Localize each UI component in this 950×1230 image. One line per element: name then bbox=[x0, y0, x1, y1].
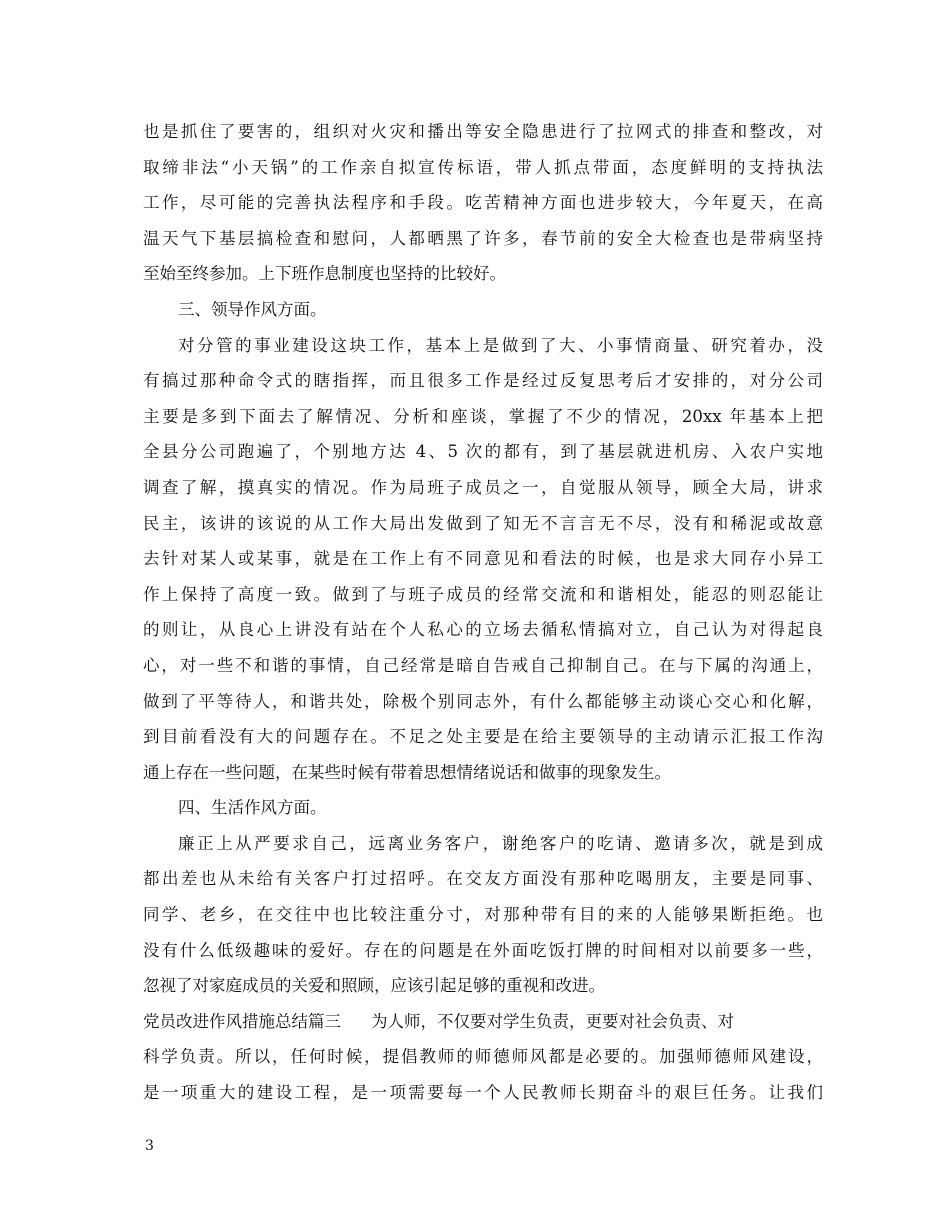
text-line: 去针对某人或某事，就是在工作上有不同意见和看法的时候，也是求大同存小异工 bbox=[143, 549, 823, 569]
text-line: 没有什么低级趣味的爱好。存在的问题是在外面吃饭打牌的时间相对以前要多一些， bbox=[143, 940, 823, 960]
text-line: 到目前看没有大的问题存在。不足之处主要是在给主要领导的主动请示汇报工作沟 bbox=[143, 727, 823, 747]
text-line: 做到了平等待人，和谐共处，除极个别同志外，有什么都能够主动谈心交心和化解， bbox=[143, 691, 823, 711]
text-line: 是一项重大的建设工程，是一项需要每一个人民教师长期奋斗的艰巨任务。让我们 bbox=[143, 1083, 823, 1103]
page-number: 3 bbox=[145, 1138, 154, 1154]
article-intro: 为人师，不仅要对学生负责，更要对社会负责、对 bbox=[371, 1011, 734, 1031]
text-line: 作上保持了高度一致。做到了与班子成员的经常交流和和谐相处，能忍的则忍能让 bbox=[143, 584, 823, 604]
text-line: 同学、老乡，在交往中也比较注重分寸，对那种带有目的来的人能够果断拒绝。也 bbox=[143, 905, 823, 925]
text-line: 调查了解，摸真实的情况。作为局班子成员之一，自觉服从领导，顾全大局，讲求 bbox=[143, 477, 823, 497]
text-line: 有搞过那种命令式的瞎指挥，而且很多工作是经过反复思考后才安排的，对分公司 bbox=[143, 371, 823, 391]
text-line: 全县分公司跑遍了，个别地方达 4、5 次的都有，到了基层就进机房、入农户实地 bbox=[143, 442, 823, 462]
text-line: 廉正上从严要求自己，远离业务客户，谢绝客户的吃请、邀请多次，就是到成 bbox=[178, 833, 823, 853]
section-heading-leadership: 三、领导作风方面。 bbox=[178, 299, 327, 319]
text-line: 主要是多到下面去了解情况、分析和座谈，掌握了不少的情况，20xx 年基本上把 bbox=[143, 406, 823, 426]
text-line: 都出差也从未给有关客户打过招呼。在交友方面没有那种吃喝朋友，主要是同事、 bbox=[143, 869, 823, 889]
body-text bbox=[143, 114, 823, 1111]
text-line: 对分管的事业建设这块工作，基本上是做到了大、小事情商量、研究着办，没 bbox=[178, 335, 823, 355]
text-line: 温天气下基层搞检查和慰问，人都晒黑了许多，春节前的安全大检查也是带病坚持 bbox=[143, 228, 823, 248]
text-line: 通上存在一些问题，在某些时候有带着思想情绪说话和做事的现象发生。 bbox=[143, 762, 671, 782]
text-line: 民主，该讲的该说的从工作大局出发做到了知无不言言无不尽，没有和稀泥或故意 bbox=[143, 513, 823, 533]
article-title-line bbox=[143, 1004, 823, 1040]
text-line: 忽视了对家庭成员的关爱和照顾，应该引起足够的重视和改进。 bbox=[143, 976, 605, 996]
text-line: 取缔非法“小天锅”的工作亲自拟宣传标语，带人抓点带面，态度鲜明的支持执法 bbox=[143, 157, 823, 177]
text-line: 也是抓住了要害的，组织对火灾和播出等安全隐患进行了拉网式的排查和整改，对 bbox=[143, 122, 823, 141]
text-line: 心，对一些不和谐的事情，自己经常是暗自告戒自己抑制自己。在与下属的沟通上， bbox=[143, 655, 823, 675]
text-line: 科学负责。所以，任何时候，提倡教师的师德师风都是必要的。加强师德师风建设， bbox=[143, 1047, 823, 1067]
section-heading-lifestyle: 四、生活作风方面。 bbox=[178, 798, 327, 818]
text-line: 工作，尽可能的完善执法程序和手段。吃苦精神方面也进步较大，今年夏天，在高 bbox=[143, 193, 823, 213]
article-title: 党员改进作风措施总结篇三 bbox=[143, 1011, 341, 1031]
text-line: 的则让，从良心上讲没有站在个人私心的立场去循私情搞对立，自己认为对得起良 bbox=[143, 620, 823, 640]
text-line: 至始至终参加。上下班作息制度也坚持的比较好。 bbox=[143, 264, 506, 284]
